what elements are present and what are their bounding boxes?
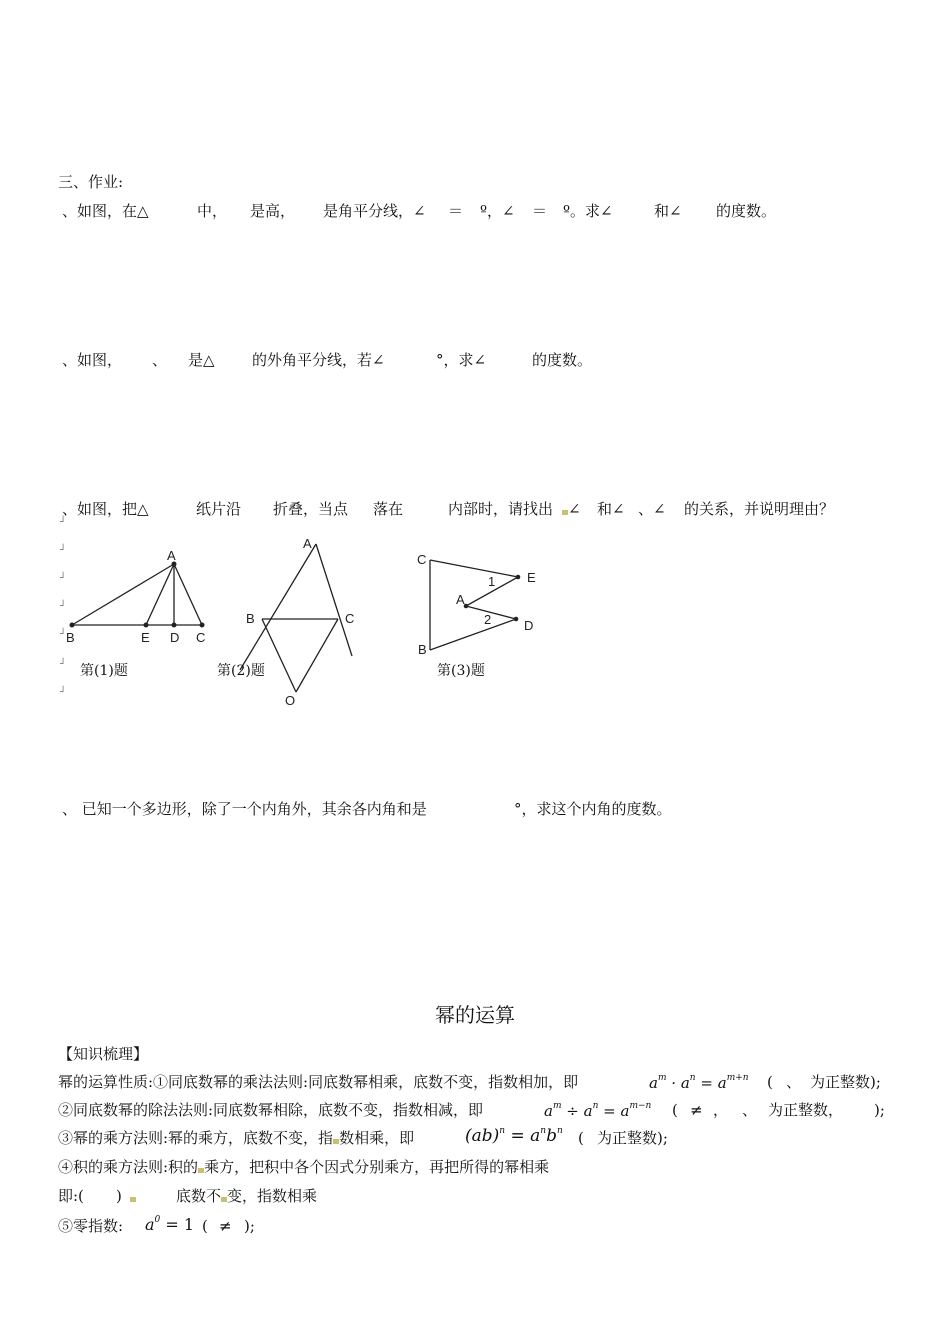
q1-text: º，∠	[480, 202, 515, 220]
paragraph-mark: ┘	[60, 687, 67, 698]
q1-text: 的度数。	[716, 202, 777, 220]
q4-text: 、 已知一个多边形，除了一个内角外，其余各内角和是	[62, 800, 427, 818]
formula-quotient-rule: $a^m \div a^n = a^{m-n}$	[544, 1101, 652, 1120]
paragraph-mark: ┘	[60, 629, 67, 640]
fig1-label: C	[196, 630, 206, 645]
fig3-label: 1	[488, 574, 496, 589]
rule-text: 为正整数，	[768, 1101, 844, 1119]
q1-text: º。求∠	[563, 202, 613, 220]
fig1-label: A	[167, 548, 176, 563]
rule-text: );	[244, 1217, 255, 1235]
rule-text: 幂的运算性质:①同底数幂的乘法法则:同底数幂相乘，底数不变，指数相加，即	[58, 1073, 579, 1091]
q2-text: 的外角平分线，若∠	[252, 351, 385, 369]
q3-text: 落在	[373, 500, 404, 518]
q3-text: ∠	[562, 499, 581, 519]
rule-text: ④积的乘方法则:积的 乘方，把积中各个因式分别乘方，再把所得的幂相乘	[58, 1158, 550, 1176]
figure-1-points	[70, 562, 205, 628]
rule-text: 、	[786, 1073, 802, 1091]
rule-text: )	[116, 1187, 122, 1205]
q3-text: 的关系，并说明理由？	[684, 500, 835, 518]
rule-text: );	[874, 1101, 885, 1119]
q2-text: 、如图，	[62, 351, 123, 369]
q2-text: 、	[152, 351, 168, 369]
figure-3	[430, 560, 518, 650]
formula-zero-exponent: $a^0 = 1$	[145, 1215, 195, 1234]
q4-text: °，求这个内角的度数。	[514, 800, 672, 818]
rule-text: ≠	[690, 1101, 703, 1119]
fig2-label: A	[303, 536, 312, 551]
rule-text: 为正整数);	[597, 1129, 668, 1147]
q1-text: 是高，	[250, 202, 296, 220]
fig3-label: B	[418, 642, 427, 657]
q1-text: 、如图，在△	[62, 202, 149, 220]
q2-text: °，求∠	[436, 351, 487, 369]
formula-power-of-product: $(ab)^n = a^nb^n$	[465, 1126, 563, 1146]
q2-text: 的度数。	[532, 351, 593, 369]
paragraph-mark: ┘	[60, 601, 67, 612]
geometry-figures	[0, 530, 950, 760]
rule-text: ⑤零指数:	[58, 1217, 124, 1235]
fig2-label: O	[285, 693, 296, 708]
fig2-label: C	[345, 611, 355, 626]
q1-text: ＝	[448, 202, 464, 220]
rule-text: (	[767, 1073, 773, 1091]
figure-3-caption: 第(3)题	[437, 663, 485, 679]
rule-text: (	[202, 1217, 208, 1235]
figure-1	[72, 564, 202, 625]
paragraph-mark: ┘	[60, 573, 67, 584]
q1-text: 是角平分线，∠	[323, 202, 426, 220]
fig1-label: D	[170, 630, 180, 645]
rule-text: 即:(	[58, 1187, 84, 1205]
rule-text: ≠	[219, 1217, 232, 1235]
page-title: 幂的运算	[435, 1003, 515, 1027]
fig2-label: B	[246, 611, 255, 626]
q3-text: 、∠	[638, 500, 666, 518]
q3-text: 内部时，请找出	[448, 500, 554, 518]
figure-1-caption: 第(1)题	[80, 663, 128, 679]
paragraph-mark: ┘	[60, 517, 67, 528]
fig3-label: A	[456, 592, 465, 607]
q1-text: 中，	[197, 202, 228, 220]
q3-text: 纸片沿	[196, 500, 242, 518]
q2-text: 是△	[188, 351, 215, 369]
rule-text: 、	[742, 1101, 758, 1119]
fig3-label: D	[524, 618, 534, 633]
fig3-label: E	[527, 570, 536, 585]
figure-2-caption: 第(2)题	[217, 663, 265, 679]
fig1-label: B	[66, 630, 75, 645]
paragraph-mark: ┘	[60, 659, 67, 670]
highlight-mark	[130, 1186, 136, 1206]
q3-text: 折叠，当点	[273, 500, 349, 518]
section-homework-heading: 三、作业:	[58, 173, 124, 191]
rule-text: 为正整数);	[810, 1073, 881, 1091]
q1-text: ＝	[532, 202, 548, 220]
rule-text: ②同底数幂的除法法则:同底数幂相除，底数不变，指数相减，即	[58, 1101, 484, 1119]
fig3-label: 2	[484, 612, 492, 627]
fig1-label: E	[141, 630, 150, 645]
rule-text: ，	[713, 1101, 729, 1119]
fig3-label: C	[417, 552, 427, 567]
knowledge-heading: 【知识梳理】	[58, 1045, 149, 1063]
q3-text: 和∠	[597, 500, 625, 518]
rule-text: (	[578, 1129, 584, 1147]
q1-text: 和∠	[654, 202, 682, 220]
rule-text: 底数不 变，指数相乘	[176, 1187, 318, 1205]
formula-product-rule: $a^m \cdot a^n = a^{m+n}$	[649, 1073, 749, 1092]
q3-text: 、如图，把△	[62, 500, 149, 518]
paragraph-mark: ┘	[60, 545, 67, 556]
rule-text: ③幂的乘方法则:幂的乘方，底数不变，指 数相乘，即	[58, 1129, 415, 1147]
rule-text: (	[672, 1101, 678, 1119]
